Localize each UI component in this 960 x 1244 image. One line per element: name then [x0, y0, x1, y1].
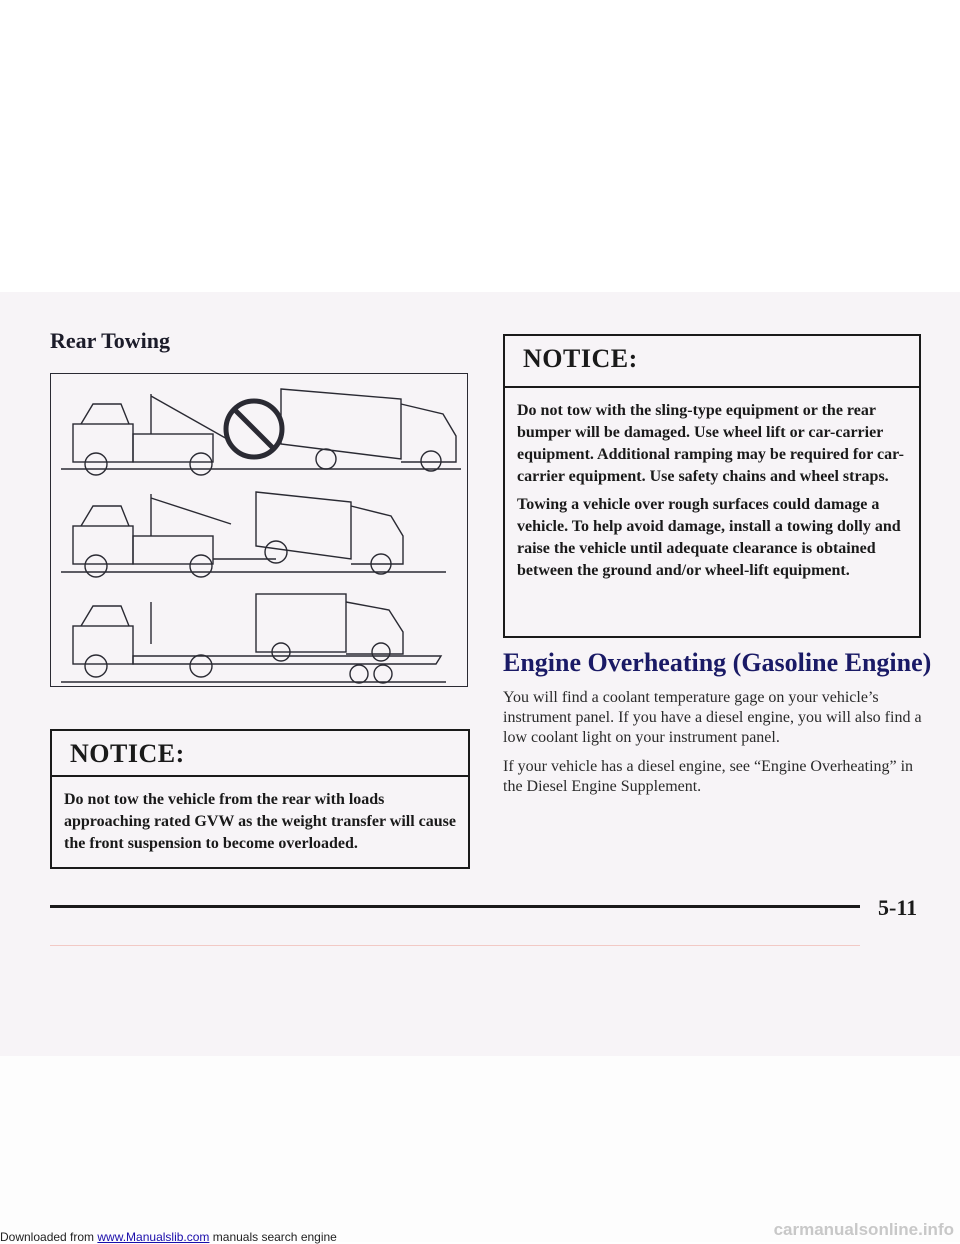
tow-truck-icon: [73, 494, 231, 577]
page-rule: [50, 905, 860, 908]
notice-box-sling-tow: [503, 334, 921, 638]
notice-heading: NOTICE:: [505, 336, 919, 388]
box-van-icon: [281, 389, 456, 471]
section-title-engine-overheating: Engine Overheating (Gasoline Engine): [503, 648, 932, 677]
watermark: carmanualsonline.info: [773, 1220, 954, 1239]
box-van-icon: [256, 492, 403, 574]
tow-truck-icon: [73, 394, 236, 475]
page-number: 5-11: [878, 895, 918, 920]
box-van-icon: [256, 594, 403, 661]
towing-methods-svg: [51, 374, 469, 688]
notice-heading: NOTICE:: [52, 731, 468, 777]
manualslib-link[interactable]: www.Manualslib.com: [97, 1230, 210, 1244]
section-title-rear-towing: Rear Towing: [50, 328, 171, 353]
rear-towing-illustration: [50, 373, 468, 687]
notice-box-rear-gvw: [50, 729, 470, 869]
engine-paragraph-2: If your vehicle has a diesel engine, see “Engine Overheating” in the Diesel Engine Supplement.: [503, 758, 914, 795]
engine-overheating-body: [503, 688, 927, 806]
footer-prefix: Downloaded from: [0, 1230, 98, 1244]
car-carrier-icon: [73, 602, 441, 683]
no-symbol-icon: [226, 401, 282, 457]
wheel-lift-dolly-icon: [213, 541, 287, 563]
notice-body: [505, 388, 919, 596]
faint-rule: [50, 945, 860, 946]
engine-paragraph-1: You will find a coolant temperature gage on your vehicle’s instrument panel. If you have a diesel engine, you will also find a low coolant light on your instrument panel.: [503, 689, 922, 746]
footer-suffix: manuals search engine: [209, 1230, 337, 1244]
notice-body: [52, 777, 468, 869]
notice-text: Do not tow the vehicle from the rear with loads approaching rated GVW as the weight transfer will cause the front suspension to become overloaded.: [64, 791, 456, 852]
notice-paragraph-1: Do not tow with the sling-type equipment or the rear bumper will be damaged. Use wheel lift or car-carrier equipment. Additional ramping may be required for car-carrier equipment. Use safety chains and wheel straps.: [517, 402, 904, 485]
footer-band: [0, 1056, 960, 1242]
notice-paragraph-2: Towing a vehicle over rough surfaces could damage a vehicle. To help avoid damage, install a towing dolly and raise the vehicle until adequate clearance is obtained between the ground and/or wheel-lift equipment.: [517, 496, 901, 579]
